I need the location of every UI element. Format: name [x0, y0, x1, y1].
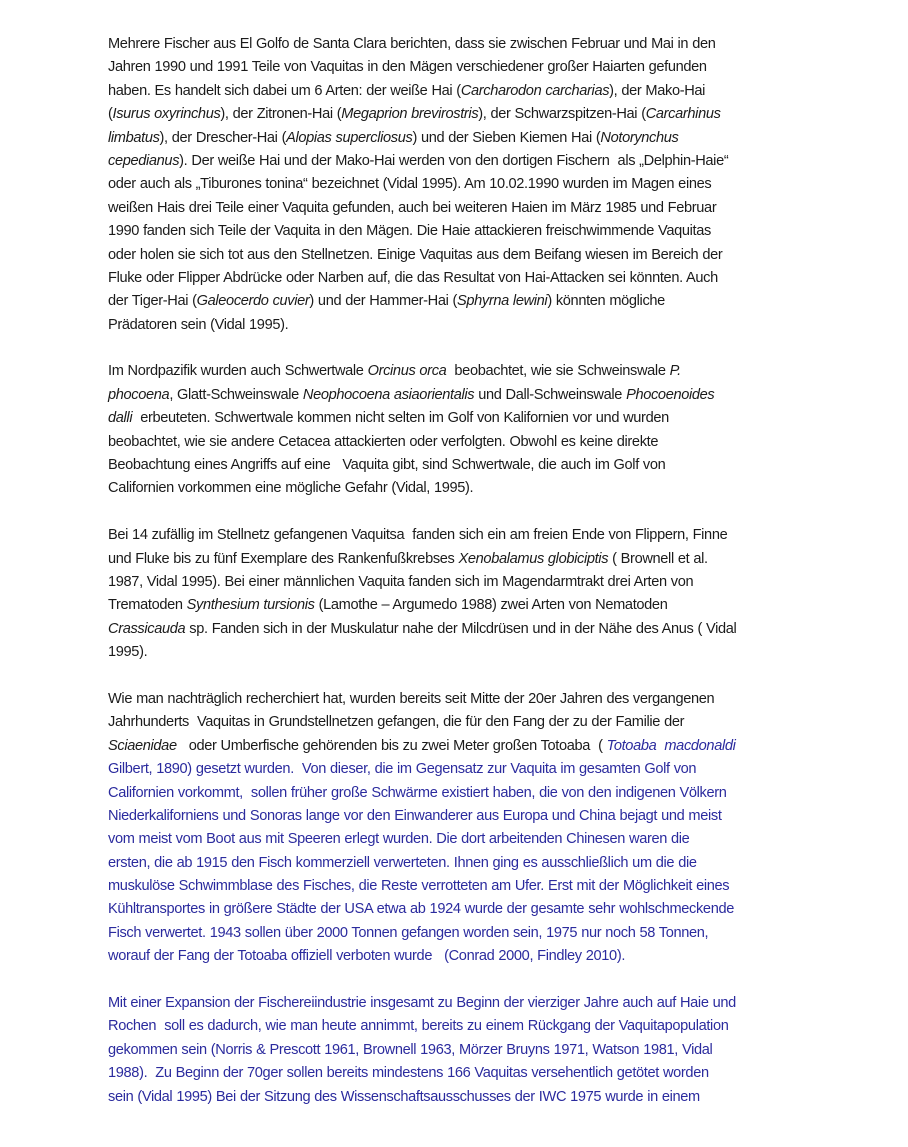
text-line [108, 571, 808, 594]
text-line [108, 945, 808, 968]
text-line [108, 290, 808, 313]
text-segment: 1988). Zu Beginn der 70ger sollen bereits mindestens 166 Vaquitas versehentlich getötet worden [108, 1065, 709, 1082]
text-line [108, 922, 808, 945]
text-line [108, 150, 808, 173]
text-segment: Wie man nachträglich recherchiert hat, wurden bereits seit Mitte der 20er Jahren des vergangenen [108, 690, 715, 707]
text-segment: Californien vorkommen eine mögliche Gefahr (Vidal, 1995). [108, 480, 474, 497]
text-segment: , Glatt-Schweinswale [169, 386, 303, 403]
text-segment: ) und der Sieben Kiemen Hai ( [412, 129, 601, 146]
text-segment: (Lamothe – Argumedo 1988) zwei Arten von Nematoden [314, 597, 668, 614]
text-line [108, 173, 808, 196]
text-segment: ), der Drescher-Hai ( [159, 129, 287, 146]
text-line [108, 852, 808, 875]
text-line [108, 431, 808, 454]
italic-species-name: cepedianus [108, 152, 180, 169]
italic-species-name: Neophocoena asiaorientalis [302, 386, 475, 403]
text-line [108, 688, 808, 711]
italic-species-name: Carcarhinus [645, 106, 721, 123]
text-segment: Gilbert, 1890) gesetzt wurden. Von dieser, die im Gegensatz zur Vaquita im gesamten Golf von [108, 761, 697, 778]
text-segment: erbeuteten. Schwertwale kommen nicht selten im Golf von Kalifornien vor und wurden [132, 410, 669, 427]
text-line [108, 454, 808, 477]
text-line [108, 992, 808, 1015]
italic-species-name: P. [669, 363, 681, 380]
text-line [108, 384, 808, 407]
text-segment: ( Brownell et al. [608, 550, 708, 567]
text-segment: Kühltransportes in größere Städte der USA etwa ab 1924 wurde der gesamte sehr wohlschmeckende [108, 901, 735, 918]
text-line [108, 267, 808, 290]
document-body [108, 33, 808, 1132]
text-segment: ) könnten mögliche [547, 293, 665, 310]
text-segment: sein (Vidal 1995) Bei der Sitzung des Wissenschaftsausschusses der IWC 1975 wurde in einem [108, 1088, 700, 1105]
text-segment: ) und der Hammer-Hai ( [309, 293, 458, 310]
italic-species-name: Totoaba macdonaldi [606, 737, 736, 754]
text-line [108, 524, 808, 547]
text-line [108, 805, 808, 828]
text-line [108, 197, 808, 220]
text-segment: oder auch als „Tiburones tonina“ bezeichnet (Vidal 1995). Am 10.02.1990 wurden im Magen eines [108, 176, 712, 193]
paragraph [108, 992, 808, 1109]
text-line [108, 127, 808, 150]
text-line [108, 828, 808, 851]
text-line [108, 1062, 808, 1085]
text-segment: und Fluke bis zu fünf Exemplare des Rankenfußkrebses [108, 550, 459, 567]
text-line [108, 548, 808, 571]
text-line [108, 641, 808, 664]
italic-species-name: Megaprion brevirostris [341, 106, 479, 123]
text-segment: beobachtet, wie sie Schweinswale [446, 363, 670, 380]
text-line [108, 782, 808, 805]
text-segment: Beobachtung eines Angriffs auf eine Vaquita gibt, sind Schwertwale, die auch im Golf von [108, 457, 666, 474]
text-line [108, 56, 808, 79]
italic-species-name: Carcharodon carcharias [460, 82, 610, 99]
italic-species-name: Galeocerdo cuvier [196, 293, 310, 310]
text-segment: ). Der weiße Hai und der Mako-Hai werden von den dortigen Fischern als „Delphin-Haie“ [179, 152, 729, 169]
italic-species-name: limbatus [108, 129, 160, 146]
text-segment: 1987, Vidal 1995). Bei einer männlichen Vaquita fanden sich im Magendarmtrakt drei Arten von [108, 573, 694, 590]
italic-species-name: Alopias supercliosus [286, 129, 413, 146]
italic-species-name: Synthesium tursionis [186, 597, 315, 614]
text-line [108, 594, 808, 617]
italic-species-name: Isurus oxyrinchus [112, 106, 221, 123]
text-segment: Jahren 1990 und 1991 Teile von Vaquitas in den Mägen verschiedener großer Haiarten gefunden [108, 59, 707, 76]
text-segment: weißen Hais drei Teile einer Vaquita gefunden, auch bei weiteren Haien im März 1985 und Februar [108, 199, 717, 216]
text-line [108, 244, 808, 267]
italic-species-name: Sphyrna lewini [457, 293, 548, 310]
text-line [108, 360, 808, 383]
text-segment: 1990 fanden sich Teile der Vaquita in den Mägen. Die Haie attackieren freischwimmende Vaquitas [108, 223, 711, 240]
text-segment: Californien vorkommt, sollen früher große Schwärme existiert haben, die von den indigenen Völkern [108, 784, 727, 801]
text-segment: Trematoden [108, 597, 187, 614]
text-segment: Im Nordpazifik wurden auch Schwertwale [108, 363, 368, 380]
italic-species-name: Orcinus orca [367, 363, 447, 380]
text-line [108, 875, 808, 898]
text-segment: 1995). [108, 644, 148, 661]
text-segment: ), der Schwarzspitzen-Hai ( [478, 106, 646, 123]
text-line [108, 735, 808, 758]
text-line [108, 33, 808, 56]
italic-species-name: dalli [108, 410, 133, 427]
text-segment: beobachtet, wie sie andere Cetacea attackierten oder verfolgten. Obwohl es keine direkte [108, 433, 659, 450]
text-segment: Prädatoren sein (Vidal 1995). [108, 316, 289, 333]
text-segment: muskulöse Schwimmblase des Fisches, die Reste verrotteten am Ufer. Erst mit der Möglichkeit eines [108, 878, 730, 895]
italic-species-name: Sciaenidae [108, 737, 177, 754]
text-line [108, 758, 808, 781]
text-segment: vom meist vom Boot aus mit Speeren erlegt wurden. Die dort arbeitenden Chinesen waren die [108, 831, 690, 848]
text-segment: worauf der Fang der Totoaba offiziell verboten wurde (Conrad 2000, Findley 2010). [108, 948, 626, 965]
italic-species-name: Crassicauda [108, 620, 186, 637]
text-segment: der Tiger-Hai ( [108, 293, 197, 310]
text-segment: oder holen sie sich tot aus den Stellnetzen. Einige Vaquitas aus dem Beifang wiesen im Bereich der [108, 246, 723, 263]
text-segment: ), der Mako-Hai [609, 82, 706, 99]
text-line [108, 711, 808, 734]
text-line [108, 80, 808, 103]
text-line [108, 407, 808, 430]
text-segment: gekommen sein (Norris & Prescott 1961, Brownell 1963, Mörzer Bruyns 1971, Watson 1981, Vidal [108, 1041, 713, 1058]
text-line [108, 1039, 808, 1062]
text-segment: sp. Fanden sich in der Muskulatur nahe der Milcdrüsen und in der Nähe des Anus ( Vidal [185, 620, 737, 637]
paragraph [108, 33, 808, 337]
text-line [108, 618, 808, 641]
italic-species-name: Phocoenoides [626, 386, 715, 403]
text-segment: Fluke oder Flipper Abdrücke oder Narben auf, die das Resultat von Hai-Attacken sei könnten. Auch [108, 269, 718, 286]
text-segment: Mit einer Expansion der Fischereiindustrie insgesamt zu Beginn der vierziger Jahre auch auf Haie und [108, 995, 736, 1012]
text-segment: und Dall-Schweinswale [474, 386, 627, 403]
text-segment: Jahrhunderts Vaquitas in Grundstellnetzen gefangen, die für den Fang der zu der Familie der [108, 714, 685, 731]
text-segment: Niederkaliforniens und Sonoras lange vor den Einwanderer aus Europa und China bejagt und meist [108, 807, 722, 824]
text-segment: ( [108, 106, 113, 123]
text-segment: Mehrere Fischer aus El Golfo de Santa Clara berichten, dass sie zwischen Februar und Mai in den [108, 36, 716, 52]
text-line [108, 220, 808, 243]
italic-species-name: phocoena [108, 386, 170, 403]
text-line [108, 314, 808, 337]
italic-species-name: Xenobalamus globiciptis [458, 550, 609, 567]
italic-species-name: Notorynchus [600, 129, 679, 146]
paragraph [108, 360, 808, 500]
text-segment: Bei 14 zufällig im Stellnetz gefangenen Vaquitsa fanden sich ein am freien Ende von Flippern, Finne [108, 527, 728, 544]
text-segment: Fisch verwertet. 1943 sollen über 2000 Tonnen gefangen worden sein, 1975 nur noch 58 Tonnen, [108, 924, 709, 941]
text-line [108, 1086, 808, 1109]
text-line [108, 477, 808, 500]
text-segment: Rochen soll es dadurch, wie man heute annimmt, bereits zu einem Rückgang der Vaquitapopulation [108, 1018, 729, 1035]
paragraph [108, 688, 808, 969]
text-segment: ), der Zitronen-Hai ( [220, 106, 342, 123]
text-line [108, 1015, 808, 1038]
text-segment: haben. Es handelt sich dabei um 6 Arten: der weiße Hai ( [108, 82, 461, 99]
text-segment: oder Umberfische gehörenden bis zu zwei Meter großen Totoaba ( [176, 737, 607, 754]
text-line [108, 103, 808, 126]
paragraph [108, 524, 808, 664]
text-line [108, 898, 808, 921]
text-segment: ersten, die ab 1915 den Fisch kommerziell verwerteten. Ihnen ging es ausschließlich um die die [108, 854, 697, 871]
